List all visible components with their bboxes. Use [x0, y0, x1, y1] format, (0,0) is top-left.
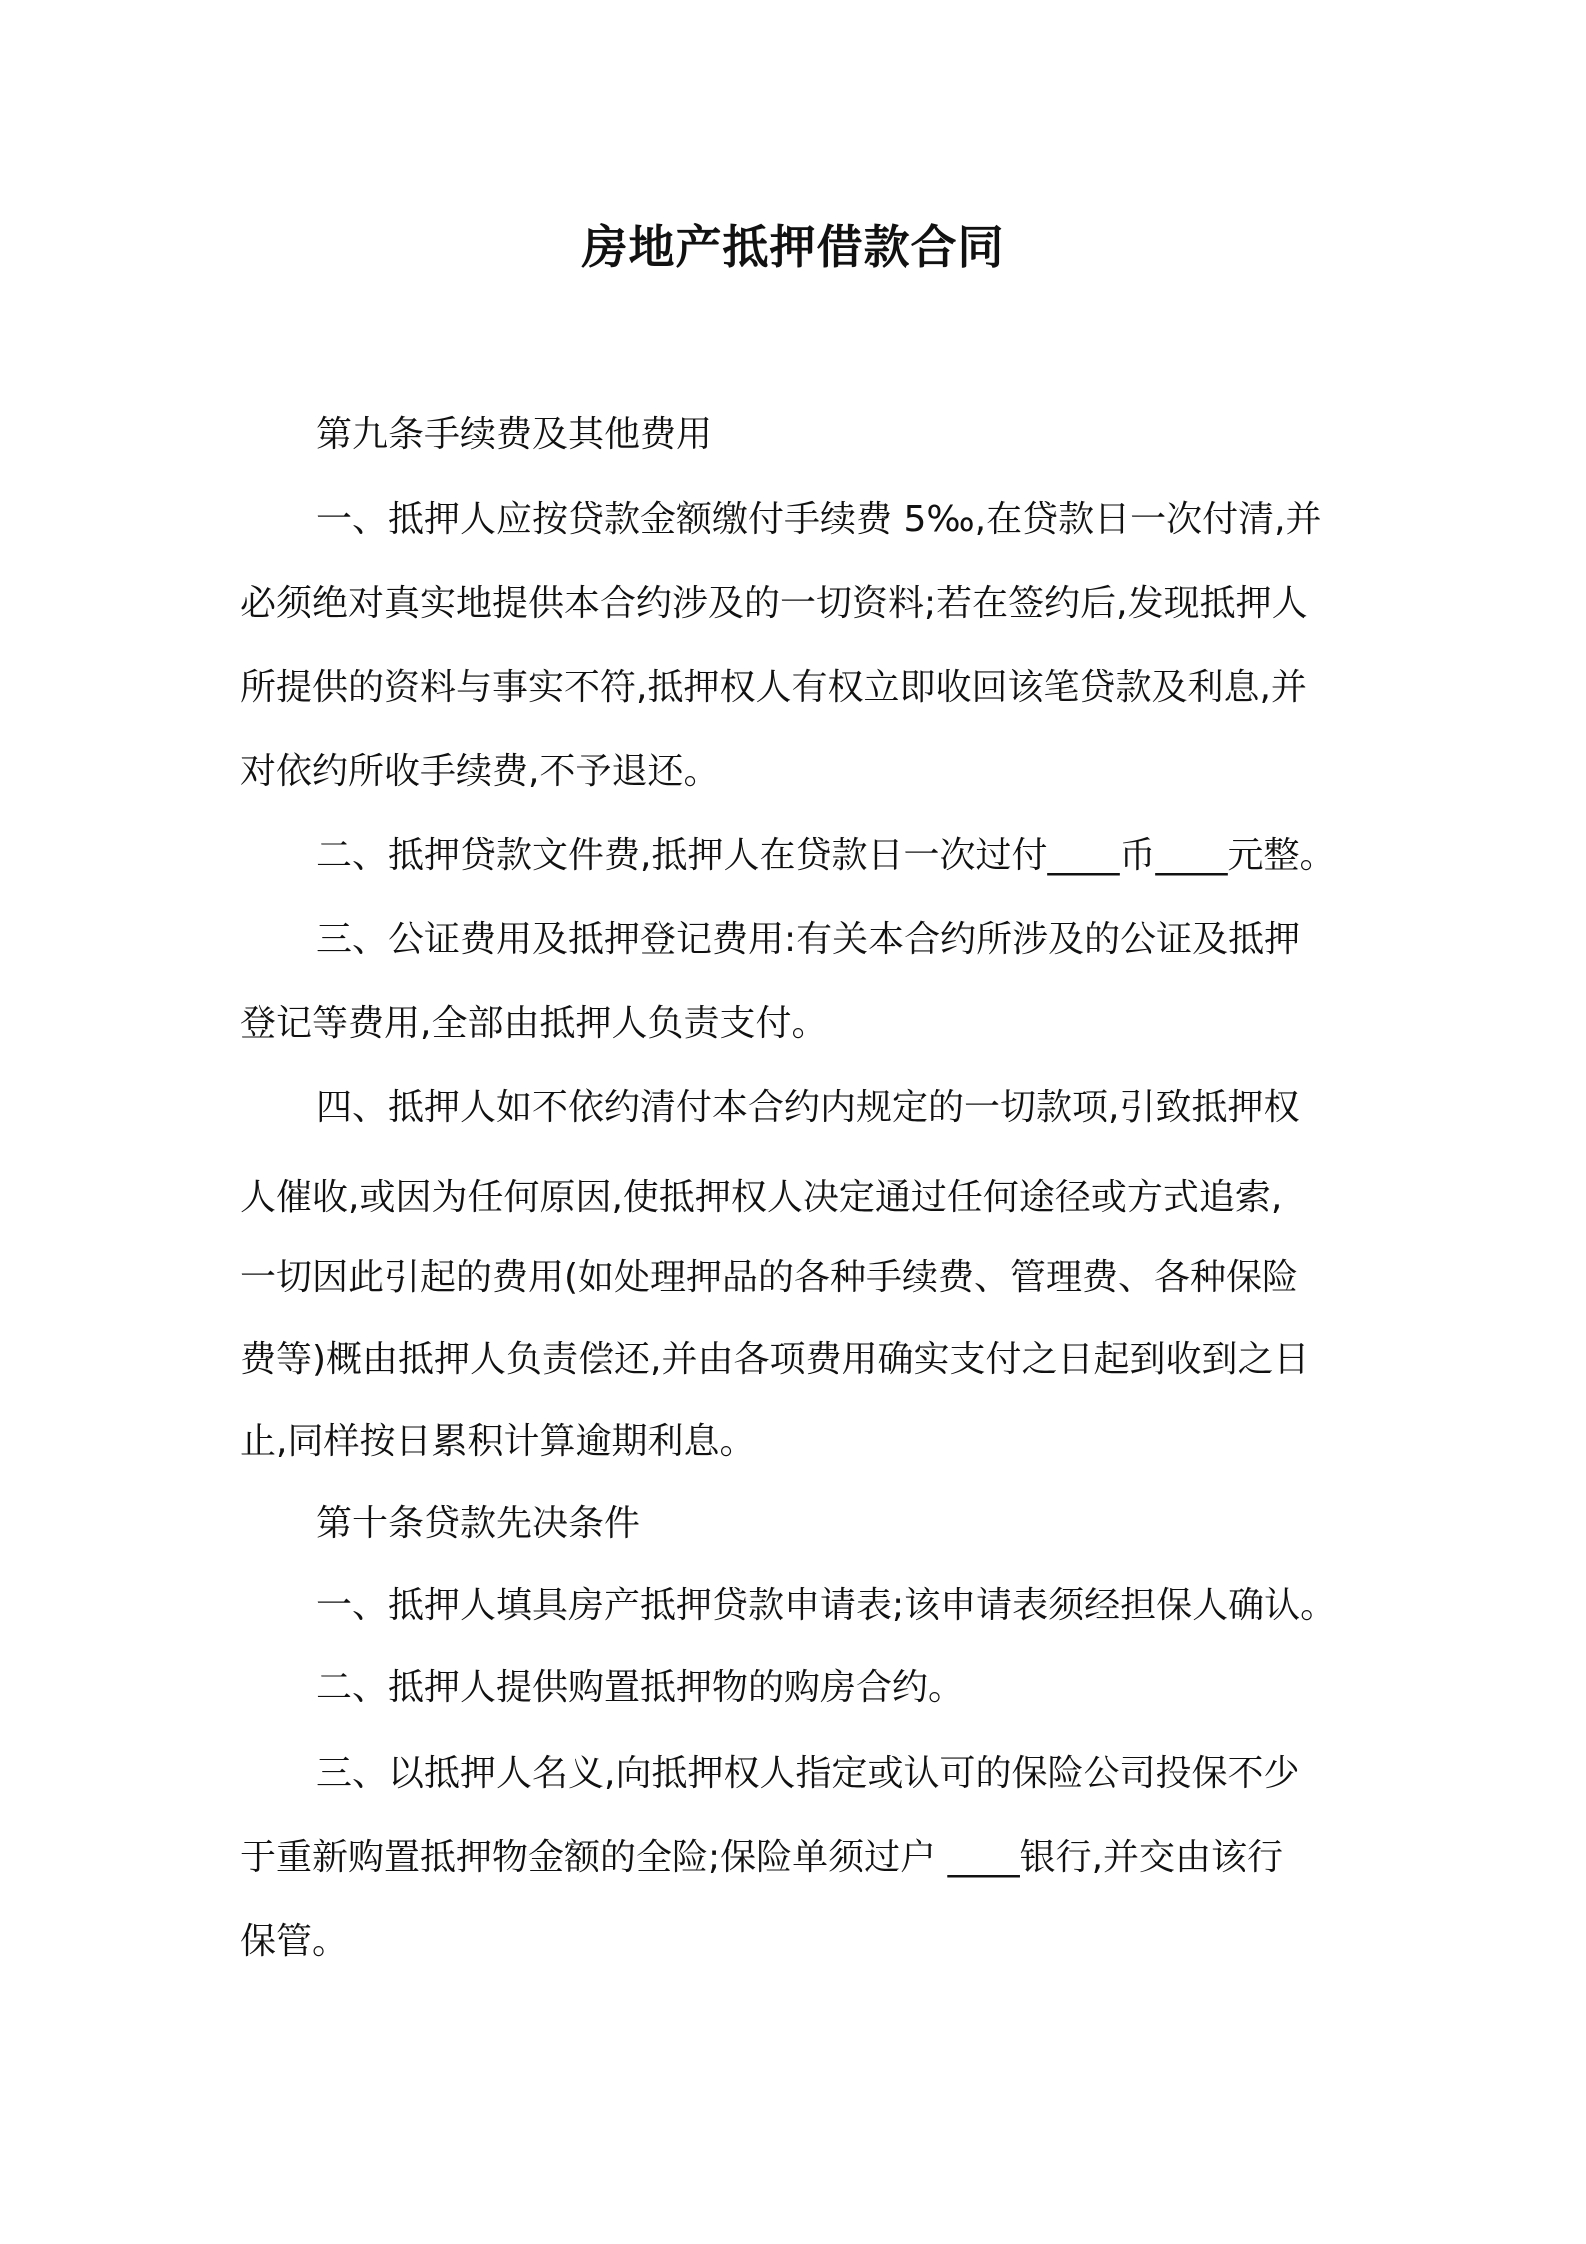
article-9-clause-4-line-5: 止,同样按日累积计算逾期利息。	[240, 1421, 756, 1462]
article-9-heading: 第九条手续费及其他费用	[316, 414, 713, 455]
article-10-clause-3-line-3: 保管。	[240, 1921, 349, 1962]
article-9-clause-4-line-2: 人催收,或因为任何原因,使抵押权人决定通过任何途径或方式追索,	[240, 1177, 1283, 1218]
article-10-clause-3-line-1: 三、以抵押人名义,向抵押权人指定或认可的保险公司投保不少	[316, 1753, 1300, 1794]
article-9-clause-4-line-4: 费等)概由抵押人负责偿还,并由各项费用确实支付之日起到收到之日	[240, 1339, 1310, 1380]
article-10-clause-1: 一、抵押人填具房产抵押贷款申请表;该申请表须经担保人确认。	[316, 1585, 1337, 1626]
document-title: 房地产抵押借款合同	[581, 220, 1005, 274]
article-9-clause-4-line-3: 一切因此引起的费用(如处理押品的各种手续费、管理费、各种保险	[240, 1257, 1299, 1298]
article-9-clause-3-line-2: 登记等费用,全部由抵押人负责支付。	[240, 1003, 828, 1044]
article-9-clause-4-line-1: 四、抵押人如不依约清付本合约内规定的一切款项,引致抵押权	[316, 1087, 1300, 1128]
article-9-clause-1-line-3: 所提供的资料与事实不符,抵押权人有权立即收回该笔贷款及利息,并	[240, 667, 1307, 708]
article-10-clause-2: 二、抵押人提供购置抵押物的购房合约。	[316, 1667, 965, 1708]
article-10-heading: 第十条贷款先决条件	[316, 1503, 641, 1544]
article-9-clause-3-line-1: 三、公证费用及抵押登记费用:有关本合约所涉及的公证及抵押	[316, 919, 1301, 960]
article-9-clause-1-line-2: 必须绝对真实地提供本合约涉及的一切资料;若在签约后,发现抵押人	[240, 583, 1308, 624]
article-9-clause-1-line-1: 一、抵押人应按贷款金额缴付手续费 5‰,在贷款日一次付清,并	[316, 499, 1322, 540]
article-9-clause-1-line-4: 对依约所收手续费,不予退还。	[240, 751, 720, 792]
article-10-clause-3-line-2: 于重新购置抵押物金额的全险;保险单须过户 ____银行,并交由该行	[240, 1837, 1284, 1878]
article-9-clause-2: 二、抵押贷款文件费,抵押人在贷款日一次过付____币____元整。	[316, 835, 1336, 876]
